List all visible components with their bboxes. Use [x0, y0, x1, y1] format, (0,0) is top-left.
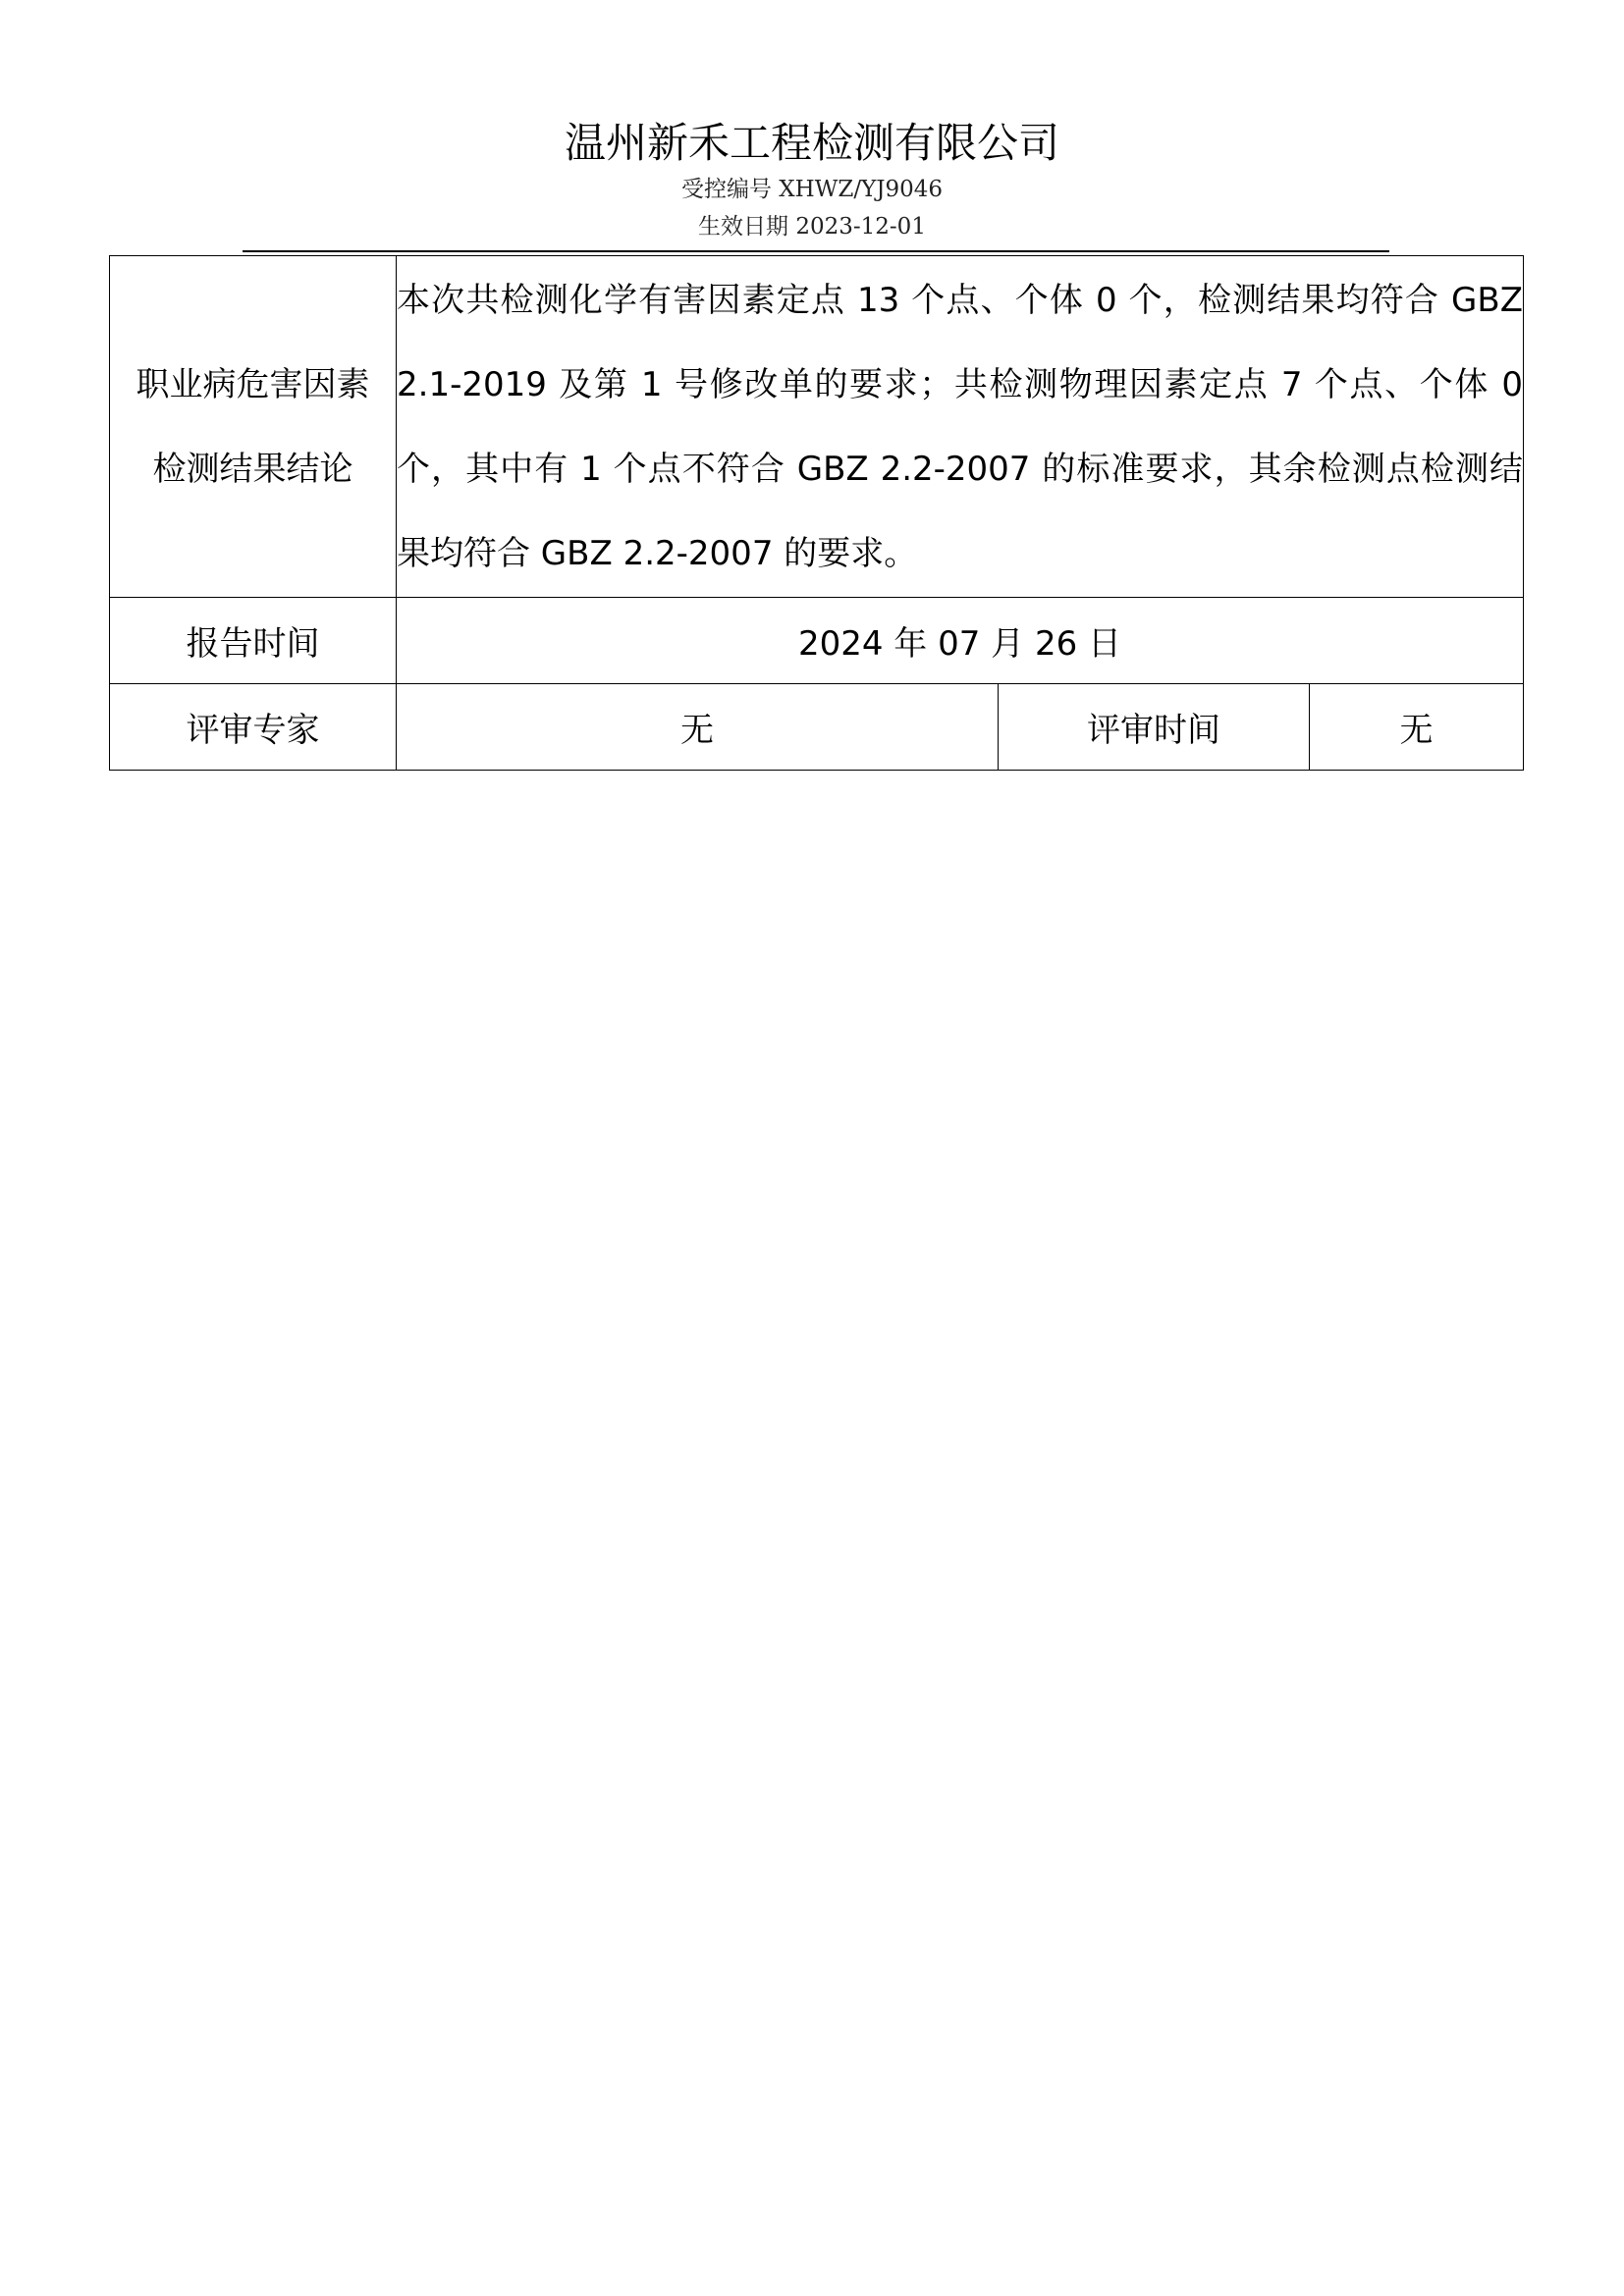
header-rule [243, 250, 1389, 252]
review-time-label: 评审时间 [999, 684, 1310, 771]
control-number: 受控编号 XHWZ/YJ9046 [680, 177, 944, 202]
report-time-value: 2024 年 07 月 26 日 [397, 598, 1524, 684]
company-name: 温州新禾工程检测有限公司 [564, 119, 1059, 167]
conclusion-text: 本次共检测化学有害因素定点 13 个点、个体 0 个，检测结果均符合 GBZ 2.1-2019 及第 1 号修改单的要求；共检测物理因素定点 7 个点、个体 0 个，其中有 1 个点不符合 GBZ 2.2-2007 的标准要求，其余检测点检测结果均符合 GBZ 2.2-2007 的要求。 [397, 256, 1524, 598]
conclusion-row [110, 256, 1524, 598]
reviewer-label-text: 评审专家 [186, 711, 320, 750]
effective-date: 生效日期 2023-12-01 [698, 214, 926, 240]
report-time-label-text: 报告时间 [186, 624, 320, 664]
report-time-row [110, 598, 1524, 684]
report-time-label [110, 598, 397, 684]
conclusion-label-cell [110, 256, 397, 598]
report-table [109, 255, 1524, 771]
reviewer-label [110, 684, 397, 771]
review-row [110, 684, 1524, 771]
review-time-value: 无 [1310, 684, 1524, 771]
reviewer-value: 无 [397, 684, 999, 771]
conclusion-label: 职业病危害因素检测结果结论 [135, 364, 370, 489]
